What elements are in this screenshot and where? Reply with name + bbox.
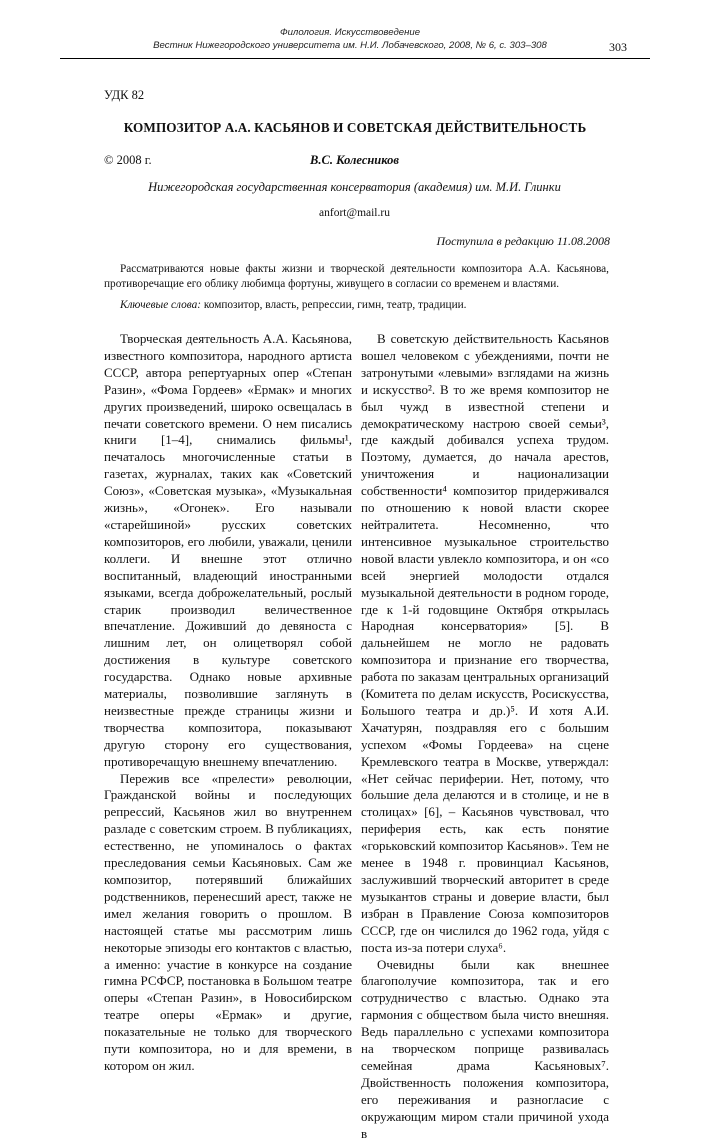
paragraph: Очевидны были как внешнее благополучие композитора, так и его сотрудничество с властью. Однако эта гармония с обществом была чисто внешняя. Ведь параллельно с успехами композитора на творческом поприще развивалась семейная драма Касьяновых⁷. Двойственность положения композитора, его переживания и разногласие с окружающим миром стали причиной ухода в (361, 956, 609, 1141)
running-header (60, 26, 640, 52)
header-rule (60, 58, 650, 59)
author-email: anfort@mail.ru (319, 207, 390, 219)
keywords (104, 298, 609, 313)
keywords-text: композитор, власть, репрессии, гимн, театр, традиции. (203, 299, 467, 311)
abstract: Рассматриваются новые факты жизни и творческой деятельности композитора А.А. Касьянова, противоречащие его облику любимца фортуны, живущего в согласии со временем и властями. (104, 263, 609, 290)
paragraph: Творческая деятельность А.А. Касьянова, известного композитора, народного артиста СССР, автора репертуарных опер «Степан Разин», «Фома Гордеев» «Ермак» и многих других произведений, широко освещалась в печати советского времени. О нем писались книги [1–4], снимались фильмы¹, печаталось многочисленные статьи в газетах, журналах, таких как «Советский Союз», «Советская музыка», «Музыкальная жизнь», «Огонек». Его называли «старейшиной» русских советских композиторов, его любили, уважали, ценили коллеги. И внешне этот отлично воспитанный, владеющий иностранными языками, всегда доброжелательный, рослый старик производил величественное впечатление. Доживший до девяноста с лишним лет, он олицетворял собой достижения в культуре советского государства. Однако новые архивные материалы, позволившие заглянуть в неизвестные прежде страницы жизни и творчества композитора, показывают другую сторону его существования, противоречащую внешнему впечатлению. (104, 331, 352, 769)
paragraph: В советскую действительность Касьянов вошел человеком с убеждениями, почти не затронутыми «левыми» взглядами на жизнь и искусство². В то же время композитор не был чужд в известной степени и демократическому настрою своей семьи³, где каждый добивался успеха трудом. Поэтому, думается, до начала арестов, уничтожения и национализации собственности⁴ композитор придерживался по отношению к новой власти скорее нейтралитета. Несомненно, что интенсивное музыкальное строительство новой власти увлекло композитора, и он «со всей энергией молодости отдался музыкальной деятельности в родном городе, где к 1-й годовщине Октября открылась Народная консерватория» [5]. В дальнейшем не могло не радовать композитора и признание его творчества, работа по заказам центральных организаций (Комитета по делам искусств, Росискусства, Большого театра и др.)⁵. И хотя А.И. Хачатурян, поздравляя его с большим успехом «Фомы Гордеева» на сцене Кремлевского театра в Москве, утверждал: «Нет сейчас периферии. Нет, потому, что большие дела делаются и в столице, и не в столицах» [6], – Касьянов чувствовал, что периферия есть, как есть понятие «горьковский композитор Касьянов». Тем не менее в 1948 г. провинциал Касьянов, заслуживший творческий авторитет в среде музыкантов страны и доверие власти, был избран в Правление Союза композиторов СССР, где он числился до 1962 года, уйдя с поста из-за потери слуха⁶. (361, 331, 609, 955)
body-column-right (361, 331, 609, 1143)
udk-code: УДК 82 (104, 88, 145, 102)
article-title: КОМПОЗИТОР А.А. КАСЬЯНОВ И СОВЕТСКАЯ ДЕЙСТВИТЕЛЬНОСТЬ (123, 120, 587, 135)
copyright-year: © 2008 г. (104, 153, 152, 167)
body-column-left (104, 331, 352, 1075)
author-name: В.С. Колесников (310, 153, 399, 167)
paragraph: Пережив все «прелести» революции, Гражданской войны и последующих репрессий, Касьянов жил во внутреннем разладе с советским строем. В публикациях, естественно, не упоминалось о фактах преследования семьи Касьяновых. Сам же композитор, потерявший ближайших родственников, перенесший арест, также не имел желания говорить о прошлом. В настоящей статье мы рассмотрим лишь некоторые эпизоды его контактов с властью, а именно: участие в конкурсе на создание гимна РСФСР, постановка в Большом театре оперы «Степан Разин», в Новосибирском театре оперы «Ермак» и другие, показательные не только для творческого пути композитора, но и для времени, в котором он жил. (104, 770, 352, 1073)
received-date: Поступила в редакцию 11.08.2008 (436, 234, 610, 248)
affiliation: Нижегородская государственная консерватория (академия) им. М.И. Глинки (148, 180, 561, 194)
journal-section: Филология. Искусствоведение (279, 27, 421, 38)
page-number: 303 (609, 40, 627, 54)
journal-citation: Вестник Нижегородского университета им. Н.И. Лобачевского, 2008, № 6, с. 303–308 (153, 40, 547, 51)
keywords-label: Ключевые слова: (120, 299, 202, 311)
